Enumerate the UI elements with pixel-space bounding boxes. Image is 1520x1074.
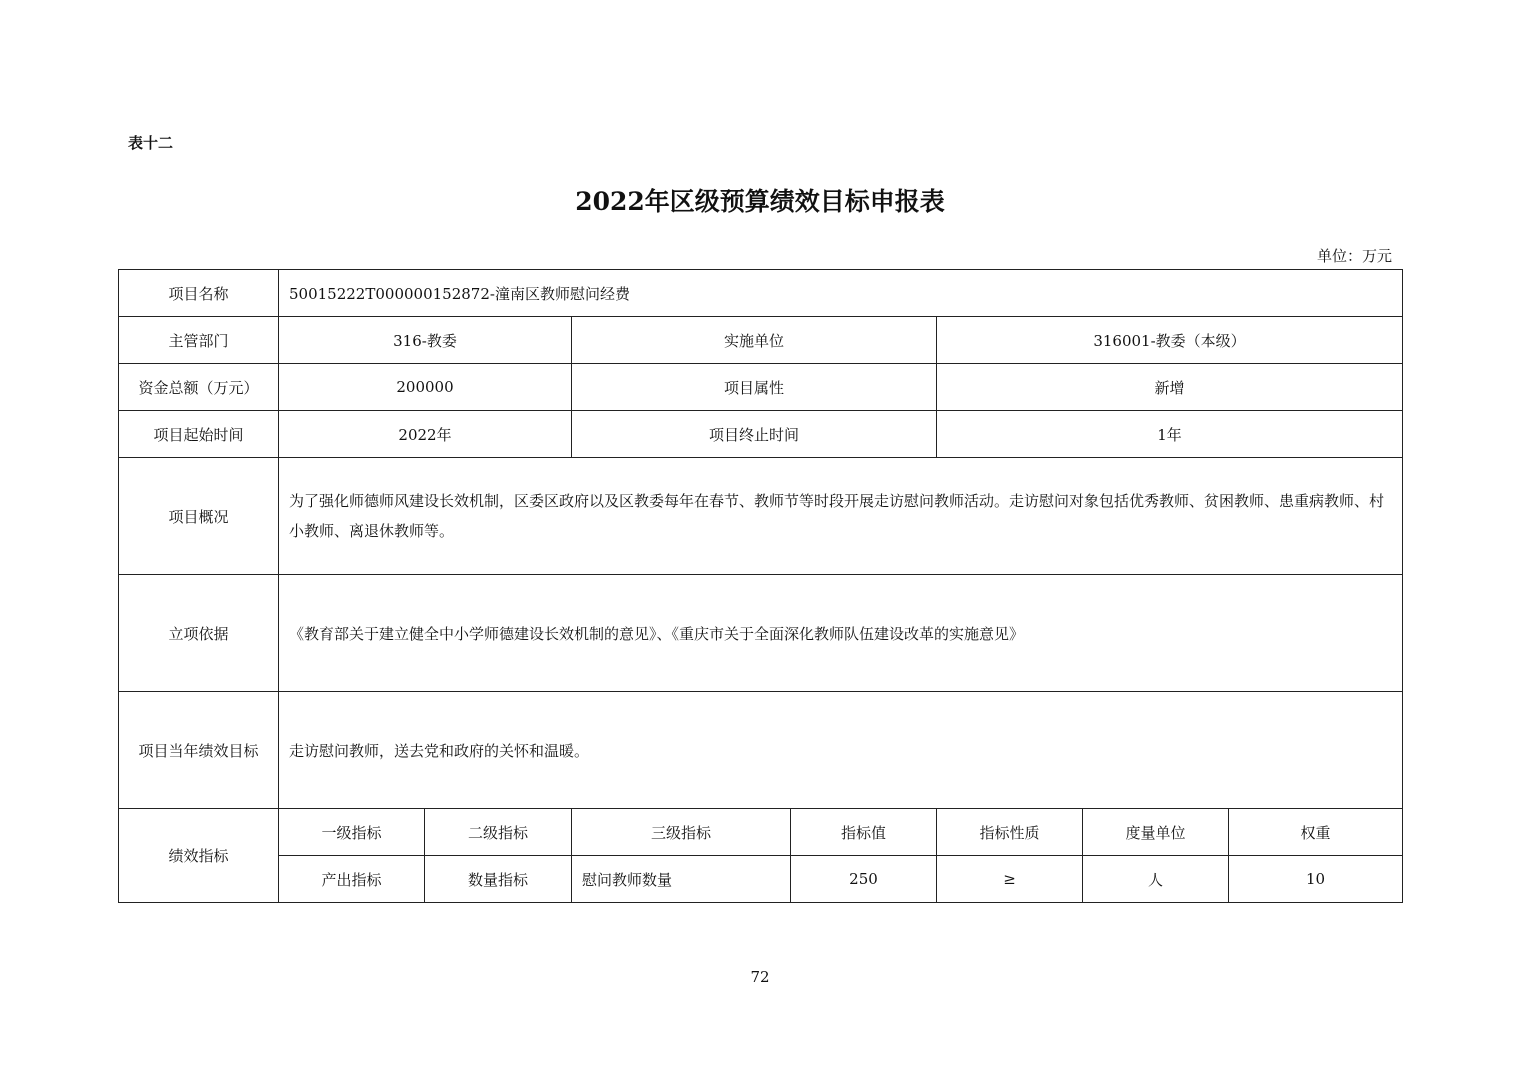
impl-unit-label: 实施单位 — [572, 317, 937, 364]
table-row — [119, 270, 1403, 317]
table-label: 表十二 — [128, 134, 174, 152]
indicator-header: 权重 — [1229, 809, 1403, 856]
goal-label: 项目当年绩效目标 — [119, 692, 279, 809]
basis-label: 立项依据 — [119, 575, 279, 692]
indicator-cell: 10 — [1229, 856, 1403, 903]
indicators-label: 绩效指标 — [119, 809, 279, 903]
start-value: 2022年 — [279, 411, 572, 458]
indicator-header: 指标值 — [791, 809, 937, 856]
summary-label: 项目概况 — [119, 458, 279, 575]
total-funds-value: 200000 — [279, 364, 572, 411]
table-row — [119, 458, 1403, 575]
indicator-header: 度量单位 — [1083, 809, 1229, 856]
project-name-label: 项目名称 — [119, 270, 279, 317]
table-row — [119, 364, 1403, 411]
indicator-cell: 慰问教师数量 — [572, 856, 791, 903]
end-value: 1年 — [937, 411, 1403, 458]
table-row — [119, 809, 1403, 856]
indicator-header: 三级指标 — [572, 809, 791, 856]
end-label: 项目终止时间 — [572, 411, 937, 458]
impl-unit-value: 316001-教委（本级） — [937, 317, 1403, 364]
dept-value: 316-教委 — [279, 317, 572, 364]
project-name-value: 50015222T000000152872-潼南区教师慰问经费 — [279, 270, 1403, 317]
start-label: 项目起始时间 — [119, 411, 279, 458]
indicator-header: 二级指标 — [425, 809, 572, 856]
attribute-value: 新增 — [937, 364, 1403, 411]
table-row — [119, 317, 1403, 364]
indicator-header: 指标性质 — [937, 809, 1083, 856]
indicator-cell: ≥ — [937, 856, 1083, 903]
table-row — [119, 411, 1403, 458]
table-row — [119, 692, 1403, 809]
indicator-header: 一级指标 — [279, 809, 425, 856]
table-row — [119, 856, 1403, 903]
page-title: 2022年区级预算绩效目标申报表 — [575, 187, 945, 216]
goal-value: 走访慰问教师，送去党和政府的关怀和温暖。 — [279, 692, 1403, 809]
basis-value: 《教育部关于建立健全中小学师德建设长效机制的意见》、《重庆市关于全面深化教师队伍建设改革的实施意见》 — [279, 575, 1403, 692]
summary-value: 为了强化师德师风建设长效机制，区委区政府以及区教委每年在春节、教师节等时段开展走访慰问教师活动。走访慰问对象包括优秀教师、贫困教师、患重病教师、村小教师、离退休教师等。 — [279, 458, 1403, 575]
total-funds-label: 资金总额（万元） — [119, 364, 279, 411]
dept-label: 主管部门 — [119, 317, 279, 364]
page-number: 72 — [750, 968, 770, 986]
attribute-label: 项目属性 — [572, 364, 937, 411]
indicator-cell: 人 — [1083, 856, 1229, 903]
budget-form-table — [118, 269, 1403, 903]
indicator-cell: 数量指标 — [425, 856, 572, 903]
indicator-cell: 250 — [791, 856, 937, 903]
indicator-cell: 产出指标 — [279, 856, 425, 903]
table-row — [119, 575, 1403, 692]
unit-label: 单位：万元 — [1316, 247, 1392, 265]
